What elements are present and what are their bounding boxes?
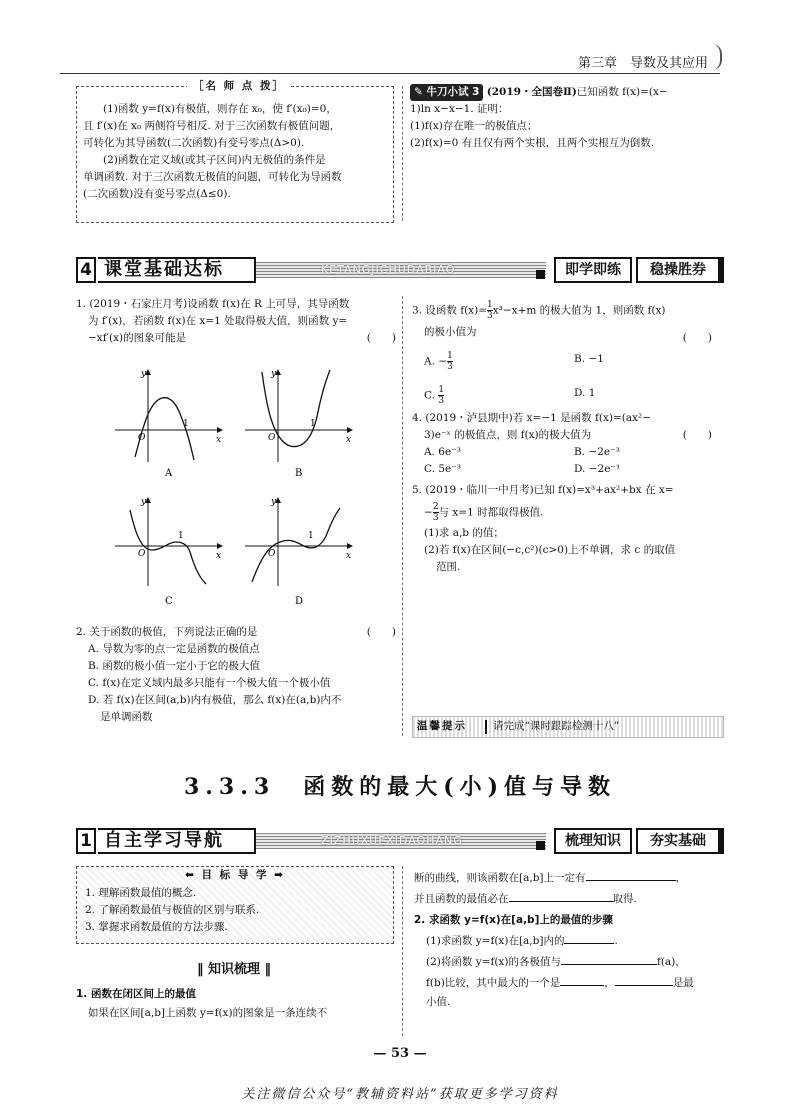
question-4 [412,410,728,478]
tip-line: (1)函数 y=f(x)有极值，则存在 x₀，使 f′(x₀)=0， [103,103,337,115]
chapter-title: 第三章 导数及其应用 [577,56,708,71]
goals-box [76,866,394,944]
teacher-tips-title: ［名 师 点 拨］ [187,78,291,95]
banner-square-icon [536,270,545,279]
small-test-badge: ✎ 牛刀小试 3 [410,84,483,101]
q3-option-b: B. −1 [574,353,604,365]
tip-line: (2)函数在定义域(或其子区间)内无极值的条件是 [103,154,326,166]
banner-tag: 稳操胜券 [636,257,724,283]
graph-d-label: D [295,596,304,607]
section-banner-self-study [76,828,724,854]
q4-option-b: B. −2e⁻³ [574,446,620,458]
small-test [410,84,730,152]
tip-line: 可转化为其导函数(二次函数)有变号零点(Δ>0). [83,137,305,149]
banner-number: 4 [76,257,96,283]
tip-line: 单调函数. 对于三次函数无极值的问题，可转化为导函数 [83,171,342,183]
q4-option-d: D. −2e⁻¹ [574,463,621,475]
goal-item: 3. 掌握求函数最值的方法步骤. [85,921,228,933]
q2-stem: 2. 关于函数的极值，下列说法正确的是 [76,626,258,638]
axis-label: x [216,551,222,561]
goals-title: ⬅ 目 标 导 学 ➡ [185,869,285,881]
tip-line: 且 f′(x)在 x₀ 两侧符号相反. 对于三次函数有极值问题， [83,120,341,132]
axis-label: x [216,435,222,445]
warm-tip [412,716,724,738]
q1-line: 为 f′(x)，若函数 f(x)在 x=1 处取得极大值，则函数 y= [88,315,348,327]
q3-option-d: D. 1 [574,387,596,399]
q4-line: 3)e⁻ˣ 的极值点，则 f(x)的极大值为 [424,429,592,441]
warm-tip-divider [485,720,487,734]
small-test-line: 1)ln x−x−1. 证明： [410,103,509,115]
fill-blank[interactable] [561,952,657,965]
tick-label: 1 [308,531,314,541]
q1-line: 1. (2019・石家庄月考)设函数 f(x)在 R 上可导，其导函数 [76,298,350,310]
warm-tip-label: 温馨提示 [417,720,467,732]
graph-c-curve [130,510,206,584]
small-test-line: (1)f(x)存在唯一的极值点； [410,120,538,132]
answer-paren: ( ) [366,626,396,638]
question-3: 3. 设函数 f(x)= $\frac{1}{3}$ x³−x+m 的极大值为 1，则函数 f(x) 的极小值为 ( ) A. − $\frac{1}{3}$ B. −1 C. $\frac{1}{3}$ D. 1 [412,300,728,411]
banner-pinyin: KETANGJICHUDABIAO [321,263,456,276]
warm-tip-text: 请完成“课时跟踪检测十八” [493,720,620,732]
column-divider [402,296,403,736]
goal-item: 1. 理解函数最值的概念. [85,887,197,899]
graph-b-label: B [295,468,303,479]
bull-icon: ✎ [414,86,423,98]
banner-tag: 梳理知识 [554,828,632,854]
banner-square-icon [536,841,545,850]
q4-option-a: A. 6e⁻³ [424,446,461,458]
knowledge-heading: 2. 求函数 y=f(x)在[a,b]上的最值的步骤 [414,914,613,926]
graph-a [115,369,222,479]
small-test-source: (2019・全国卷Ⅱ) [486,86,577,98]
q5-sub: 范围. [436,561,461,573]
tick-label: 1 [183,419,189,429]
fill-blank[interactable] [586,868,676,881]
fill-blank[interactable] [509,889,613,902]
q5-sub: (2)若 f(x)在区间(−c,c²)(c>0)上不单调，求 c 的取值 [424,544,676,556]
teacher-tips-box [76,80,394,223]
answer-paren: ( ) [682,429,712,441]
tip-line: (二次函数)没有变号零点(Δ≤0). [83,188,231,200]
graph-a-label: A [165,468,173,479]
knowledge-title: ‖ 知识梳理 ‖ [196,962,272,977]
q5-line: 5. (2019・临川一中月考)已知 f(x)=x³+ax²+bx 在 x= [412,484,674,496]
question-2 [76,624,396,726]
tick-label: 1 [310,419,316,429]
origin-label: O [268,549,276,559]
knowledge-text: 如果在区间[a,b]上函数 y=f(x)的图象是一条连续不 [88,1007,328,1019]
q4-option-c: C. 5e⁻³ [424,463,461,475]
question-1 [76,296,396,347]
axis-label: y [271,369,277,379]
q2-option: C. f(x)在定义域内最多只能有一个极大值一个极小值 [88,677,331,689]
q1-graphs [110,362,400,612]
knowledge-left [76,986,396,1022]
q2-option: B. 函数的极小值一定小于它的极大值 [88,660,260,672]
axis-label: x [346,435,352,445]
banner-tag: 即学即练 [554,257,632,283]
axis-label: y [141,369,147,379]
column-divider [402,86,403,221]
column-divider [402,866,403,1036]
axis-label: y [141,497,147,507]
graph-c [115,497,222,607]
goal-item: 2. 了解函数最值与极值的区别与联系. [85,904,260,916]
small-test-line: 已知函数 f(x)=(x− [576,86,668,98]
knowledge-text: 小值. [426,996,451,1008]
q2-option: D. 若 f(x)在区间(a,b)内有极值，那么 f(x)在(a,b)内不 [88,694,342,706]
banner-number: 1 [76,828,96,854]
origin-label: O [138,549,146,559]
banner-tag: 夯实基础 [636,828,724,854]
section-banner-classroom [76,257,724,283]
knowledge-heading: 1. 函数在闭区间上的最值 [76,988,196,1000]
banner-pinyin: ZIZHUXUEXIDAOHANG [321,834,463,847]
knowledge-right: 断的曲线，则该函数在[a,b]上一定有 ， 并且函数的最值必在 取得. 2. 求函数 y=f(x)在[a,b]上的最值的步骤 (1)求函数 y=f(x)在[a,b]内的 . (2)将函数 y=f(x)的各极值与 f(a)， f(b)比较，其中最大的一个是 ， 是最 小值. [414,868,730,1011]
section-title: 3.3.3 函数的最大(小)值与导数 [183,774,617,800]
footer-note: 关注微信公众号“教辅资料站”获取更多学习资料 [241,1087,559,1102]
axis-label: x [346,551,352,561]
header-bracket-decoration [712,44,722,70]
origin-label: O [268,433,276,443]
q2-option: A. 导数为零的点一定是函数的极值点 [88,643,260,655]
q2-option: 是单调函数 [100,711,153,723]
answer-paren: ( ) [366,332,396,344]
graph-d-curve [252,508,340,582]
graph-c-label: C [165,596,173,607]
q4-line: 4. (2019・泸县期中)若 x=−1 是函数 f(x)=(ax²− [412,412,652,424]
banner-title: 课堂基础达标 [98,257,256,283]
origin-label: O [138,433,146,443]
q3-line: 的极小值为 [424,326,477,338]
question-5: 5. (2019・临川一中月考)已知 f(x)=x³+ax²+bx 在 x= − $\frac{2}{3}$ 与 x=1 时都取得极值. (1)求 a,b 的值； (2)若 f(x)在区间(−c,c²)(c>0)上不单调，求 c 的取值 范围. [412,482,728,576]
q1-line: −xf′(x)的图象可能是 [88,332,187,344]
small-test-line: (2)f(x)=0 有且仅有两个实根，且两个实根互为倒数. [410,137,655,149]
q5-sub: (1)求 a,b 的值； [424,527,504,539]
banner-title: 自主学习导航 [98,828,256,854]
fill-blank[interactable] [615,973,673,986]
fill-blank[interactable] [564,931,614,944]
axis-label: y [271,497,277,507]
answer-paren: ( ) [682,332,712,344]
teacher-tips-text [83,101,342,203]
fill-blank[interactable] [560,973,604,986]
page-number: — 53 — [373,1046,427,1061]
graph-d [245,497,352,607]
header-rule [60,73,720,74]
tick-label: 1 [178,531,184,541]
graph-b [245,369,352,479]
